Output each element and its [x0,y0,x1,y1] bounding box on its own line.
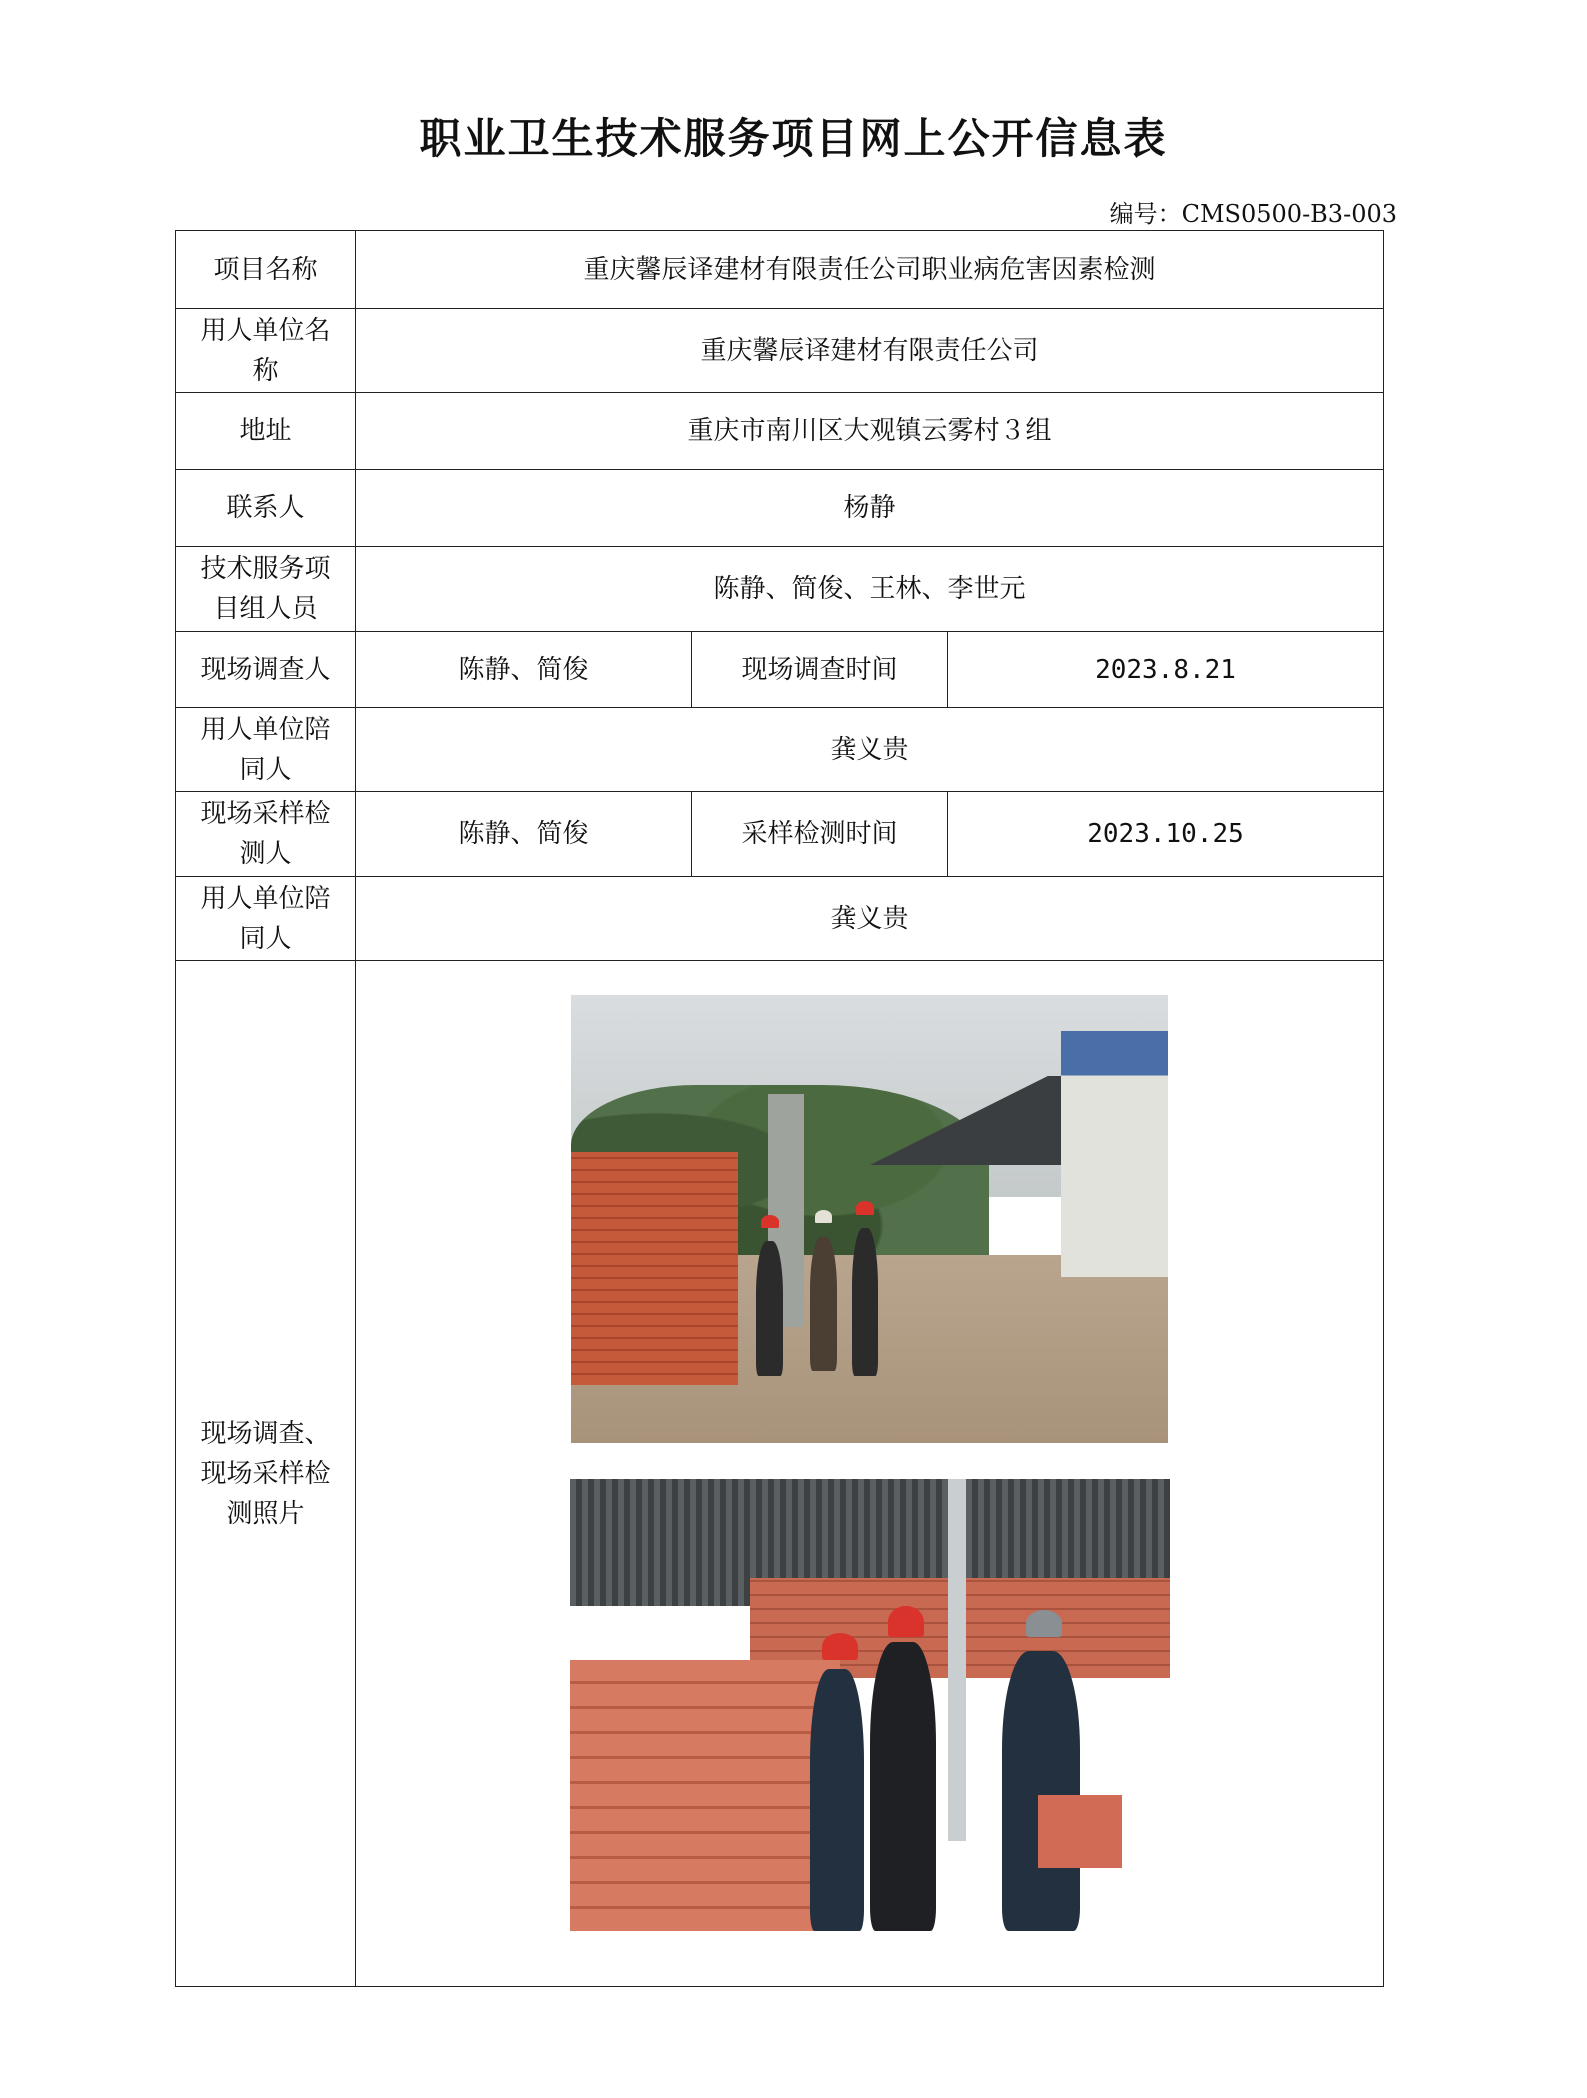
row-sampling [176,792,1384,877]
row-project-name [176,231,1384,309]
sampling-photo [570,1479,1170,1931]
employer-label: 用人单位名 称 [176,309,356,393]
row-employer [176,309,1384,393]
survey-escort-label: 用人单位陪 同人 [176,708,356,792]
survey-time-label: 现场调查时间 [692,632,948,708]
row-survey [176,632,1384,708]
photos-cell [356,961,1384,1987]
row-photos [176,961,1384,1987]
row-contact [176,470,1384,547]
project-name-label: 项目名称 [176,231,356,309]
contact-value: 杨静 [356,470,1384,547]
photos-label: 现场调查、 现场采样检 测照片 [176,961,356,1987]
document-number: 编号：CMS0500-B3-003 [1109,200,1397,228]
sampling-escort-label: 用人单位陪 同人 [176,877,356,961]
survey-label: 现场调查人 [176,632,356,708]
survey-time-value: 2023.8.21 [948,632,1384,708]
survey-value: 陈静、简俊 [356,632,692,708]
team-label: 技术服务项 目组人员 [176,547,356,632]
survey-escort-value: 龚义贵 [356,708,1384,792]
row-survey-escort [176,708,1384,792]
sampling-time-label: 采样检测时间 [692,792,948,877]
sampling-escort-value: 龚义贵 [356,877,1384,961]
sampling-label: 现场采样检 测人 [176,792,356,877]
row-team [176,547,1384,632]
site-survey-photo [571,995,1168,1443]
team-value: 陈静、简俊、王林、李世元 [356,547,1384,632]
info-table [175,230,1384,1987]
address-label: 地址 [176,393,356,470]
row-address [176,393,1384,470]
page-title: 职业卫生技术服务项目网上公开信息表 [419,114,1168,163]
sampling-value: 陈静、简俊 [356,792,692,877]
address-value: 重庆市南川区大观镇云雾村３组 [356,393,1384,470]
contact-label: 联系人 [176,470,356,547]
sampling-time-value: 2023.10.25 [948,792,1384,877]
employer-value: 重庆馨辰译建材有限责任公司 [356,309,1384,393]
project-name-value: 重庆馨辰译建材有限责任公司职业病危害因素检测 [356,231,1384,309]
row-sampling-escort [176,877,1384,961]
